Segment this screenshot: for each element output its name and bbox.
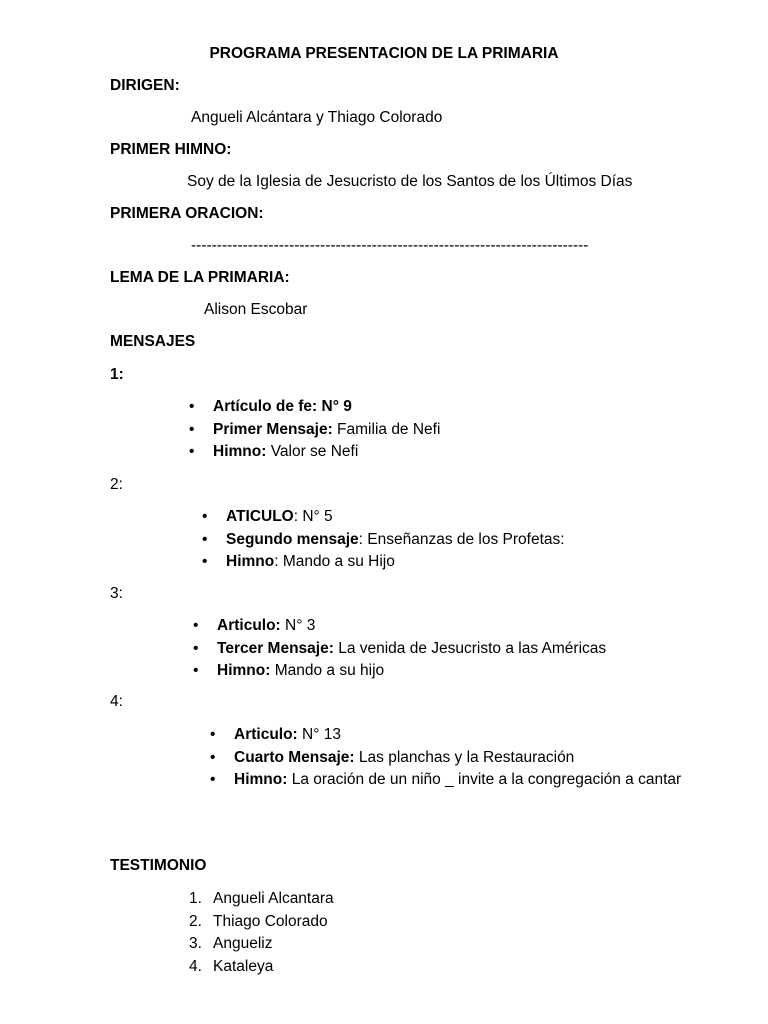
mensaje-group-number: 1: bbox=[110, 366, 124, 383]
mensaje-group-4-list bbox=[210, 724, 682, 792]
mensaje-group-1-list bbox=[189, 396, 441, 464]
primera-oracion-label: PRIMERA ORACION: bbox=[110, 205, 264, 222]
item-value: Mando a su hijo bbox=[270, 662, 385, 679]
bullet-icon: • bbox=[202, 508, 208, 525]
item-key: Segundo mensaje bbox=[226, 530, 359, 548]
item-name: Kataleya bbox=[213, 957, 274, 975]
lema-label: LEMA DE LA PRIMARIA: bbox=[110, 269, 290, 286]
item-key: Tercer Mensaje: bbox=[217, 639, 334, 657]
bullet-icon: • bbox=[210, 771, 216, 788]
item-key: Articulo: bbox=[234, 726, 298, 743]
item-key: ATICULO bbox=[226, 508, 294, 525]
list-item bbox=[189, 419, 441, 442]
bullet-icon: • bbox=[210, 748, 216, 766]
item-value: : Enseñanzas de los Profetas: bbox=[358, 530, 565, 548]
item-value: La oración de un niño _ invite a la congregación a cantar bbox=[287, 771, 682, 788]
bullet-icon: • bbox=[210, 726, 216, 743]
list-item bbox=[189, 911, 334, 934]
list-item bbox=[202, 529, 565, 552]
bullet-icon: • bbox=[193, 662, 199, 679]
primer-himno-label: PRIMER HIMNO: bbox=[110, 141, 232, 158]
list-item bbox=[193, 660, 606, 683]
item-value: : N° 5 bbox=[293, 508, 333, 525]
item-key: Articulo: bbox=[217, 617, 281, 634]
mensajes-label: MENSAJES bbox=[110, 333, 196, 350]
primera-oracion-blank-line: ----------------------------------------------------------------------------- bbox=[191, 237, 589, 254]
item-value: Familia de Nefi bbox=[332, 420, 441, 438]
list-item bbox=[193, 615, 606, 638]
item-number: 4. bbox=[189, 957, 202, 975]
item-value: Las planchas y la Restauración bbox=[354, 748, 575, 766]
item-value: La venida de Jesucristo a las Américas bbox=[333, 639, 607, 657]
item-value: Valor se Nefi bbox=[266, 443, 359, 460]
list-item bbox=[193, 638, 607, 661]
list-item bbox=[189, 956, 334, 979]
item-key: Himno: bbox=[234, 771, 288, 788]
item-key: Himno bbox=[226, 553, 275, 570]
list-item bbox=[189, 888, 334, 911]
item-name: Thiago Colorado bbox=[213, 912, 328, 930]
item-key: Himno: bbox=[213, 443, 267, 460]
item-key: Himno: bbox=[217, 662, 271, 679]
item-key: Cuarto Mensaje: bbox=[234, 748, 355, 766]
item-number: 2. bbox=[189, 912, 202, 930]
list-item bbox=[202, 506, 565, 529]
list-item bbox=[210, 724, 664, 747]
bullet-icon: • bbox=[202, 553, 208, 570]
item-name: Angueli Alcantara bbox=[213, 890, 334, 907]
bullet-icon: • bbox=[193, 639, 199, 657]
list-item bbox=[202, 551, 565, 574]
item-value: : Mando a su Hijo bbox=[274, 553, 395, 570]
item-name: Angueliz bbox=[213, 935, 273, 952]
dirigen-value: Angueli Alcántara y Thiago Colorado bbox=[191, 109, 443, 126]
item-key: Primer Mensaje: bbox=[213, 420, 333, 438]
mensaje-group-2-list bbox=[202, 506, 565, 574]
mensaje-group-3-list bbox=[193, 615, 607, 683]
item-value: N° 3 bbox=[280, 617, 316, 634]
item-value: N° 13 bbox=[297, 726, 341, 743]
document-title: PROGRAMA PRESENTACION DE LA PRIMARIA bbox=[209, 45, 559, 62]
list-item bbox=[210, 747, 664, 770]
list-item bbox=[189, 396, 440, 419]
testimonio-list bbox=[189, 888, 334, 978]
bullet-icon: • bbox=[202, 530, 208, 548]
list-item bbox=[189, 933, 334, 956]
primer-himno-value: Soy de la Iglesia de Jesucristo de los Santos de los Últimos Días bbox=[187, 173, 633, 190]
item-key: Artículo de fe: N° 9 bbox=[213, 398, 352, 415]
lema-value: Alison Escobar bbox=[204, 301, 308, 318]
mensaje-group-number: 3: bbox=[110, 585, 123, 602]
bullet-icon: • bbox=[189, 420, 195, 438]
bullet-icon: • bbox=[193, 617, 199, 634]
mensaje-group-number: 4: bbox=[110, 693, 123, 710]
dirigen-label: DIRIGEN: bbox=[110, 77, 180, 94]
list-item bbox=[210, 769, 682, 792]
mensaje-group-number: 2: bbox=[110, 476, 123, 493]
bullet-icon: • bbox=[189, 398, 195, 415]
item-number: 1. bbox=[189, 890, 202, 907]
bullet-icon: • bbox=[189, 443, 195, 460]
item-number: 3. bbox=[189, 935, 202, 952]
testimonio-label: TESTIMONIO bbox=[110, 857, 207, 874]
list-item bbox=[189, 441, 440, 464]
